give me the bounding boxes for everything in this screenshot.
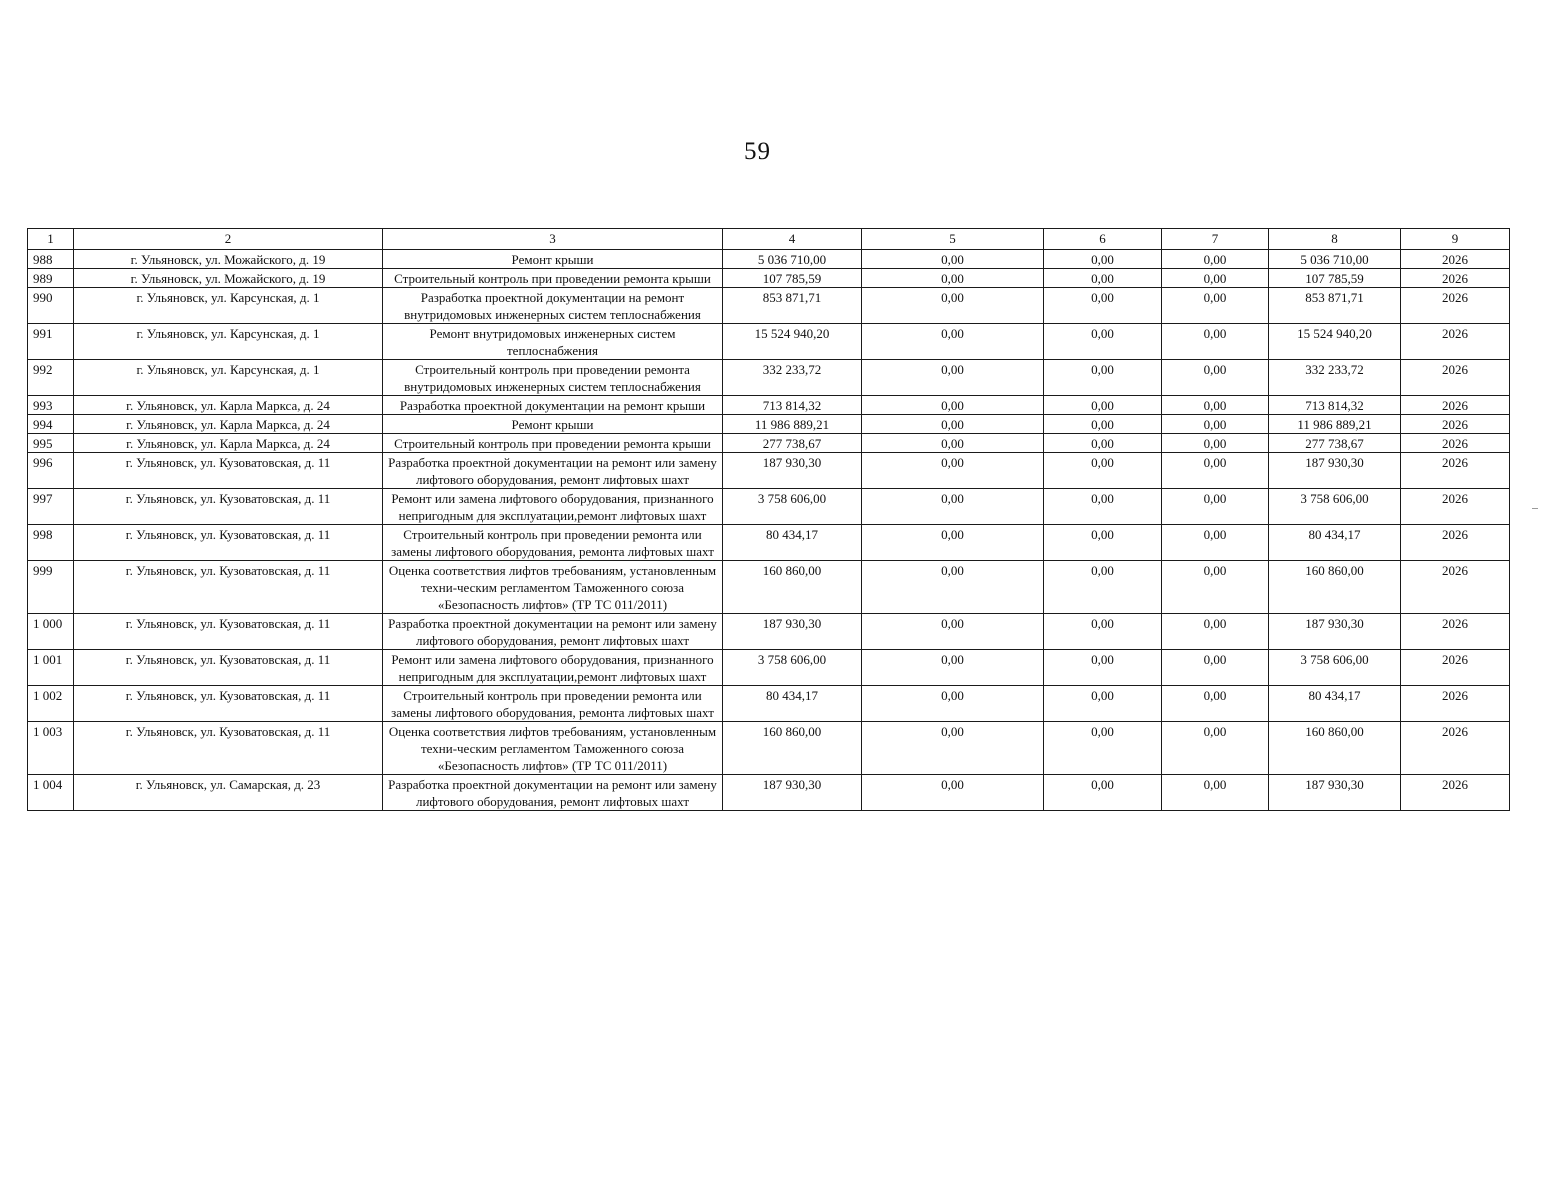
table-body — [28, 250, 1510, 811]
col6-cell: 0,00 — [1044, 396, 1162, 415]
col5-cell: 0,00 — [862, 288, 1044, 324]
col5-cell: 0,00 — [862, 561, 1044, 614]
total-cost-cell: 160 860,00 — [723, 561, 862, 614]
table-row — [28, 686, 1510, 722]
row-number: 998 — [28, 525, 74, 561]
address-cell: г. Ульяновск, ул. Кузоватовская, д. 11 — [74, 686, 383, 722]
address-cell: г. Ульяновск, ул. Карсунская, д. 1 — [74, 360, 383, 396]
work-type-cell: Разработка проектной документации на ремонт внутридомовых инженерных систем теплоснабжения — [383, 288, 723, 324]
address-cell: г. Ульяновск, ул. Кузоватовская, д. 11 — [74, 561, 383, 614]
col7-cell: 0,00 — [1162, 415, 1269, 434]
table-row — [28, 415, 1510, 434]
address-cell: г. Ульяновск, ул. Карла Маркса, д. 24 — [74, 434, 383, 453]
address-cell: г. Ульяновск, ул. Можайского, д. 19 — [74, 269, 383, 288]
row-number: 989 — [28, 269, 74, 288]
header-col-7: 7 — [1162, 229, 1269, 250]
year-cell: 2026 — [1401, 415, 1510, 434]
col8-cell: 3 758 606,00 — [1269, 650, 1401, 686]
col8-cell: 277 738,67 — [1269, 434, 1401, 453]
col7-cell: 0,00 — [1162, 614, 1269, 650]
total-cost-cell: 11 986 889,21 — [723, 415, 862, 434]
col6-cell: 0,00 — [1044, 453, 1162, 489]
year-cell: 2026 — [1401, 269, 1510, 288]
year-cell: 2026 — [1401, 561, 1510, 614]
table-row — [28, 525, 1510, 561]
col6-cell: 0,00 — [1044, 324, 1162, 360]
total-cost-cell: 187 930,30 — [723, 775, 862, 811]
address-cell: г. Ульяновск, ул. Карсунская, д. 1 — [74, 324, 383, 360]
col8-cell: 187 930,30 — [1269, 775, 1401, 811]
year-cell: 2026 — [1401, 686, 1510, 722]
col7-cell: 0,00 — [1162, 775, 1269, 811]
table-row — [28, 360, 1510, 396]
header-col-2: 2 — [74, 229, 383, 250]
col8-cell: 80 434,17 — [1269, 686, 1401, 722]
work-type-cell: Оценка соответствия лифтов требованиям, установленным техни-ческим регламентом Таможенного союза «Безопасность лифтов» (ТР ТС 011/2011) — [383, 561, 723, 614]
table-row — [28, 453, 1510, 489]
col8-cell: 80 434,17 — [1269, 525, 1401, 561]
year-cell: 2026 — [1401, 453, 1510, 489]
total-cost-cell: 80 434,17 — [723, 686, 862, 722]
col7-cell: 0,00 — [1162, 525, 1269, 561]
col8-cell: 187 930,30 — [1269, 614, 1401, 650]
col8-cell: 187 930,30 — [1269, 453, 1401, 489]
address-cell: г. Ульяновск, ул. Карла Маркса, д. 24 — [74, 415, 383, 434]
col7-cell: 0,00 — [1162, 453, 1269, 489]
row-number: 999 — [28, 561, 74, 614]
col8-cell: 713 814,32 — [1269, 396, 1401, 415]
row-number: 990 — [28, 288, 74, 324]
work-type-cell: Строительный контроль при проведении ремонта или замены лифтового оборудования, ремонта лифтовых шахт — [383, 525, 723, 561]
col7-cell: 0,00 — [1162, 434, 1269, 453]
col5-cell: 0,00 — [862, 775, 1044, 811]
col5-cell: 0,00 — [862, 722, 1044, 775]
row-number: 1 000 — [28, 614, 74, 650]
work-type-cell: Ремонт или замена лифтового оборудования, признанного непригодным для эксплуатации,ремонт лифтовых шахт — [383, 650, 723, 686]
total-cost-cell: 160 860,00 — [723, 722, 862, 775]
address-cell: г. Ульяновск, ул. Кузоватовская, д. 11 — [74, 525, 383, 561]
total-cost-cell: 713 814,32 — [723, 396, 862, 415]
work-type-cell: Разработка проектной документации на ремонт или замену лифтового оборудования, ремонт лифтовых шахт — [383, 775, 723, 811]
col7-cell: 0,00 — [1162, 250, 1269, 269]
row-number: 988 — [28, 250, 74, 269]
col5-cell: 0,00 — [862, 525, 1044, 561]
header-col-6: 6 — [1044, 229, 1162, 250]
table-row — [28, 396, 1510, 415]
header-col-4: 4 — [723, 229, 862, 250]
total-cost-cell: 187 930,30 — [723, 453, 862, 489]
col5-cell: 0,00 — [862, 650, 1044, 686]
total-cost-cell: 3 758 606,00 — [723, 650, 862, 686]
col5-cell: 0,00 — [862, 396, 1044, 415]
table-row — [28, 434, 1510, 453]
work-type-cell: Разработка проектной документации на ремонт или замену лифтового оборудования, ремонт лифтовых шахт — [383, 453, 723, 489]
col6-cell: 0,00 — [1044, 775, 1162, 811]
row-number: 1 003 — [28, 722, 74, 775]
table-row — [28, 288, 1510, 324]
work-type-cell: Строительный контроль при проведении ремонта крыши — [383, 269, 723, 288]
work-type-cell: Оценка соответствия лифтов требованиям, установленным техни-ческим регламентом Таможенного союза «Безопасность лифтов» (ТР ТС 011/2011) — [383, 722, 723, 775]
col8-cell: 15 524 940,20 — [1269, 324, 1401, 360]
total-cost-cell: 5 036 710,00 — [723, 250, 862, 269]
work-type-cell: Ремонт или замена лифтового оборудования, признанного непригодным для эксплуатации,ремонт лифтовых шахт — [383, 489, 723, 525]
address-cell: г. Ульяновск, ул. Кузоватовская, д. 11 — [74, 650, 383, 686]
year-cell: 2026 — [1401, 324, 1510, 360]
table-row — [28, 561, 1510, 614]
work-type-cell: Строительный контроль при проведении ремонта внутридомовых инженерных систем теплоснабжения — [383, 360, 723, 396]
table-row — [28, 269, 1510, 288]
col6-cell: 0,00 — [1044, 561, 1162, 614]
header-col-9: 9 — [1401, 229, 1510, 250]
col8-cell: 332 233,72 — [1269, 360, 1401, 396]
total-cost-cell: 853 871,71 — [723, 288, 862, 324]
col7-cell: 0,00 — [1162, 686, 1269, 722]
total-cost-cell: 15 524 940,20 — [723, 324, 862, 360]
row-number: 992 — [28, 360, 74, 396]
col7-cell: 0,00 — [1162, 489, 1269, 525]
total-cost-cell: 107 785,59 — [723, 269, 862, 288]
total-cost-cell: 187 930,30 — [723, 614, 862, 650]
address-cell: г. Ульяновск, ул. Кузоватовская, д. 11 — [74, 489, 383, 525]
row-number: 996 — [28, 453, 74, 489]
col8-cell: 5 036 710,00 — [1269, 250, 1401, 269]
header-col-5: 5 — [862, 229, 1044, 250]
row-number: 994 — [28, 415, 74, 434]
col6-cell: 0,00 — [1044, 525, 1162, 561]
col6-cell: 0,00 — [1044, 722, 1162, 775]
col8-cell: 3 758 606,00 — [1269, 489, 1401, 525]
year-cell: 2026 — [1401, 250, 1510, 269]
address-cell: г. Ульяновск, ул. Можайского, д. 19 — [74, 250, 383, 269]
table-row — [28, 775, 1510, 811]
table-row — [28, 489, 1510, 525]
row-number: 993 — [28, 396, 74, 415]
col5-cell: 0,00 — [862, 415, 1044, 434]
row-number: 995 — [28, 434, 74, 453]
work-type-cell: Ремонт крыши — [383, 250, 723, 269]
table-header — [28, 229, 1510, 250]
col8-cell: 11 986 889,21 — [1269, 415, 1401, 434]
row-number: 1 001 — [28, 650, 74, 686]
header-row — [28, 229, 1510, 250]
col6-cell: 0,00 — [1044, 489, 1162, 525]
year-cell: 2026 — [1401, 360, 1510, 396]
header-col-3: 3 — [383, 229, 723, 250]
year-cell: 2026 — [1401, 396, 1510, 415]
col6-cell: 0,00 — [1044, 360, 1162, 396]
col5-cell: 0,00 — [862, 269, 1044, 288]
col6-cell: 0,00 — [1044, 269, 1162, 288]
col5-cell: 0,00 — [862, 434, 1044, 453]
total-cost-cell: 80 434,17 — [723, 525, 862, 561]
row-number: 1 002 — [28, 686, 74, 722]
col6-cell: 0,00 — [1044, 250, 1162, 269]
col8-cell: 160 860,00 — [1269, 561, 1401, 614]
col6-cell: 0,00 — [1044, 415, 1162, 434]
col7-cell: 0,00 — [1162, 396, 1269, 415]
work-type-cell: Строительный контроль при проведении ремонта крыши — [383, 434, 723, 453]
row-number: 997 — [28, 489, 74, 525]
page-number: 59 — [744, 138, 771, 165]
year-cell: 2026 — [1401, 722, 1510, 775]
row-number: 991 — [28, 324, 74, 360]
row-number: 1 004 — [28, 775, 74, 811]
year-cell: 2026 — [1401, 525, 1510, 561]
col5-cell: 0,00 — [862, 360, 1044, 396]
col5-cell: 0,00 — [862, 686, 1044, 722]
year-cell: 2026 — [1401, 489, 1510, 525]
address-cell: г. Ульяновск, ул. Карсунская, д. 1 — [74, 288, 383, 324]
col7-cell: 0,00 — [1162, 288, 1269, 324]
col7-cell: 0,00 — [1162, 561, 1269, 614]
year-cell: 2026 — [1401, 775, 1510, 811]
address-cell: г. Ульяновск, ул. Самарская, д. 23 — [74, 775, 383, 811]
col5-cell: 0,00 — [862, 489, 1044, 525]
year-cell: 2026 — [1401, 288, 1510, 324]
col5-cell: 0,00 — [862, 324, 1044, 360]
col6-cell: 0,00 — [1044, 288, 1162, 324]
address-cell: г. Ульяновск, ул. Карла Маркса, д. 24 — [74, 396, 383, 415]
col7-cell: 0,00 — [1162, 324, 1269, 360]
header-col-8: 8 — [1269, 229, 1401, 250]
col6-cell: 0,00 — [1044, 614, 1162, 650]
year-cell: 2026 — [1401, 614, 1510, 650]
work-type-cell: Строительный контроль при проведении ремонта или замены лифтового оборудования, ремонта лифтовых шахт — [383, 686, 723, 722]
total-cost-cell: 3 758 606,00 — [723, 489, 862, 525]
col7-cell: 0,00 — [1162, 722, 1269, 775]
col8-cell: 107 785,59 — [1269, 269, 1401, 288]
work-type-cell: Ремонт крыши — [383, 415, 723, 434]
table-row — [28, 614, 1510, 650]
col5-cell: 0,00 — [862, 250, 1044, 269]
col5-cell: 0,00 — [862, 614, 1044, 650]
address-cell: г. Ульяновск, ул. Кузоватовская, д. 11 — [74, 614, 383, 650]
table-row — [28, 722, 1510, 775]
total-cost-cell: 277 738,67 — [723, 434, 862, 453]
address-cell: г. Ульяновск, ул. Кузоватовская, д. 11 — [74, 722, 383, 775]
table-row — [28, 250, 1510, 269]
col7-cell: 0,00 — [1162, 269, 1269, 288]
total-cost-cell: 332 233,72 — [723, 360, 862, 396]
col8-cell: 160 860,00 — [1269, 722, 1401, 775]
work-type-cell: Разработка проектной документации на ремонт или замену лифтового оборудования, ремонт лифтовых шахт — [383, 614, 723, 650]
col7-cell: 0,00 — [1162, 650, 1269, 686]
work-type-cell: Разработка проектной документации на ремонт крыши — [383, 396, 723, 415]
table-row — [28, 650, 1510, 686]
col6-cell: 0,00 — [1044, 434, 1162, 453]
header-col-1: 1 — [28, 229, 74, 250]
year-cell: 2026 — [1401, 650, 1510, 686]
col7-cell: 0,00 — [1162, 360, 1269, 396]
table-row — [28, 324, 1510, 360]
col5-cell: 0,00 — [862, 453, 1044, 489]
capital-repair-table — [27, 228, 1510, 811]
address-cell: г. Ульяновск, ул. Кузоватовская, д. 11 — [74, 453, 383, 489]
col8-cell: 853 871,71 — [1269, 288, 1401, 324]
scan-mark — [1532, 508, 1538, 509]
col6-cell: 0,00 — [1044, 686, 1162, 722]
year-cell: 2026 — [1401, 434, 1510, 453]
col6-cell: 0,00 — [1044, 650, 1162, 686]
work-type-cell: Ремонт внутридомовых инженерных систем теплоснабжения — [383, 324, 723, 360]
